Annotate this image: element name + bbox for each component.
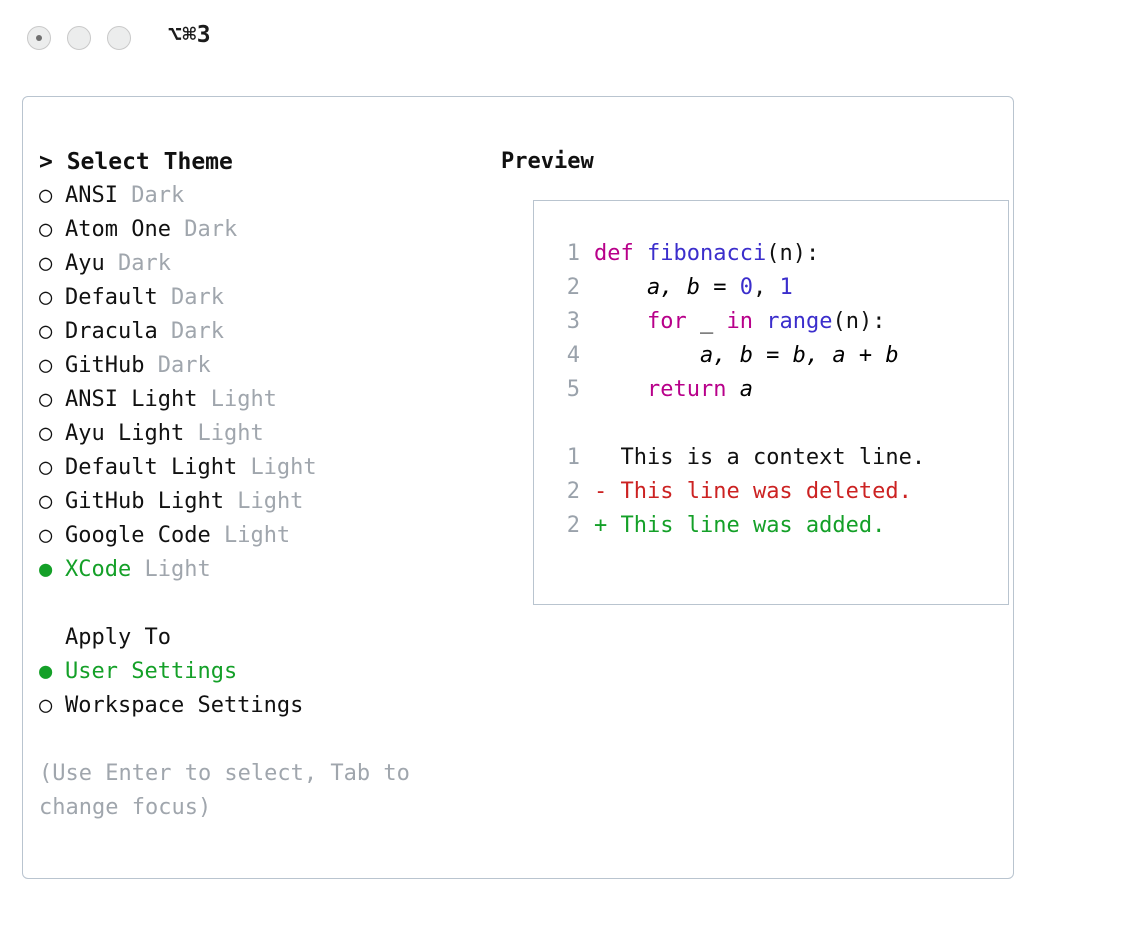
code-token bbox=[594, 377, 647, 402]
theme-selection-column bbox=[39, 145, 479, 825]
theme-variant: Light bbox=[197, 421, 264, 446]
code-token: _ bbox=[686, 309, 727, 334]
radio-unselected-icon[interactable]: ○ bbox=[39, 489, 53, 514]
line-number: 1 bbox=[566, 241, 580, 266]
theme-list[interactable] bbox=[39, 179, 479, 587]
line-number: 2 bbox=[566, 275, 580, 300]
theme-name: GitHub bbox=[65, 353, 145, 378]
theme-variant: Light bbox=[144, 557, 211, 582]
theme-list-item[interactable] bbox=[39, 179, 479, 213]
theme-variant: Light bbox=[223, 523, 291, 548]
theme-variant: Dark bbox=[118, 251, 171, 276]
diff-sign: + bbox=[594, 513, 608, 538]
select-theme-heading: > Select Theme bbox=[39, 149, 233, 175]
code-line bbox=[534, 305, 1008, 339]
theme-variant: Light bbox=[210, 387, 277, 412]
diff-text: This line was added. bbox=[607, 513, 886, 538]
preview-title: Preview bbox=[501, 149, 594, 174]
radio-unselected-icon[interactable]: ○ bbox=[39, 285, 53, 310]
radio-unselected-icon[interactable]: ○ bbox=[39, 421, 53, 446]
theme-name: Ayu bbox=[65, 251, 105, 276]
diff-line bbox=[534, 509, 1008, 543]
hint-spacer bbox=[39, 723, 479, 757]
code-token: a, b = b, a + b bbox=[594, 343, 899, 368]
main-panel bbox=[22, 96, 1014, 879]
theme-name: Atom One bbox=[65, 217, 171, 242]
radio-unselected-icon[interactable]: ○ bbox=[39, 183, 53, 208]
code-token: , bbox=[752, 275, 780, 300]
preview-box bbox=[533, 200, 1009, 605]
preview-column bbox=[501, 145, 1001, 538]
theme-list-item[interactable] bbox=[39, 315, 479, 349]
code-token: return bbox=[646, 377, 727, 402]
theme-list-item[interactable] bbox=[39, 485, 479, 519]
close-button[interactable] bbox=[27, 26, 51, 50]
code-token bbox=[753, 309, 766, 334]
radio-unselected-icon[interactable]: ○ bbox=[39, 387, 53, 412]
radio-unselected-icon[interactable]: ○ bbox=[39, 523, 53, 548]
theme-name: ANSI bbox=[65, 183, 118, 208]
theme-name: GitHub Light bbox=[65, 489, 224, 514]
code-line bbox=[534, 339, 1008, 373]
line-number: 4 bbox=[566, 343, 580, 368]
theme-name: Default Light bbox=[65, 455, 238, 480]
apply-to-item[interactable] bbox=[39, 655, 479, 689]
apply-to-label: Apply To bbox=[65, 625, 171, 650]
code-token: a bbox=[726, 377, 753, 402]
line-number: 1 bbox=[566, 445, 580, 470]
radio-unselected-icon[interactable]: ○ bbox=[39, 455, 53, 480]
theme-variant: Dark bbox=[131, 183, 185, 208]
theme-list-item[interactable] bbox=[39, 519, 479, 553]
theme-name: XCode bbox=[65, 557, 132, 582]
radio-selected-icon[interactable]: ● bbox=[39, 557, 53, 582]
theme-list-item[interactable] bbox=[39, 451, 479, 485]
code-token: (n): bbox=[832, 309, 886, 334]
diff-line bbox=[534, 441, 1008, 475]
apply-to-item[interactable] bbox=[39, 689, 479, 723]
code-token: in bbox=[726, 309, 753, 334]
maximize-button[interactable] bbox=[107, 26, 131, 50]
code-token: 1 bbox=[779, 275, 793, 300]
theme-variant: Light bbox=[250, 455, 317, 480]
apply-to-name: User Settings bbox=[65, 659, 238, 684]
apply-to-name: Workspace Settings bbox=[65, 693, 304, 718]
diff-text: This is a context line. bbox=[607, 445, 926, 470]
minimize-button[interactable] bbox=[67, 26, 91, 50]
code-token bbox=[594, 309, 647, 334]
theme-list-item[interactable] bbox=[39, 247, 479, 281]
code-diff-spacer bbox=[534, 407, 1008, 441]
radio-selected-icon[interactable]: ● bbox=[39, 659, 53, 684]
theme-list-item[interactable] bbox=[39, 553, 479, 587]
diff-line bbox=[534, 475, 1008, 509]
code-preview bbox=[534, 237, 1008, 407]
code-token: a, b = bbox=[594, 275, 740, 300]
diff-text: This line was deleted. bbox=[607, 479, 912, 504]
window-titlebar bbox=[0, 0, 1140, 78]
theme-list-item[interactable] bbox=[39, 417, 479, 451]
theme-variant: Dark bbox=[157, 353, 211, 378]
line-number: 3 bbox=[566, 309, 580, 334]
radio-unselected-icon[interactable]: ○ bbox=[39, 353, 53, 378]
diff-sign bbox=[594, 445, 607, 470]
code-line bbox=[534, 271, 1008, 305]
diff-preview bbox=[534, 441, 1008, 543]
theme-name: Ayu Light bbox=[65, 421, 185, 446]
theme-variant: Dark bbox=[184, 217, 238, 242]
line-number: 5 bbox=[566, 377, 580, 402]
code-token: for bbox=[646, 309, 687, 334]
code-line bbox=[534, 237, 1008, 271]
apply-to-list[interactable] bbox=[39, 655, 479, 723]
theme-variant: Dark bbox=[170, 319, 224, 344]
keyboard-hint: (Use Enter to select, Tab to change focus) bbox=[39, 761, 410, 820]
code-token: def bbox=[594, 241, 647, 266]
code-token: range bbox=[766, 309, 833, 334]
radio-unselected-icon[interactable]: ○ bbox=[39, 251, 53, 276]
theme-variant: Dark bbox=[170, 285, 224, 310]
line-number: 2 bbox=[566, 479, 580, 504]
radio-unselected-icon[interactable]: ○ bbox=[39, 693, 53, 718]
theme-variant: Light bbox=[237, 489, 304, 514]
code-line bbox=[534, 373, 1008, 407]
line-number: 2 bbox=[566, 513, 580, 538]
code-token: (n): bbox=[766, 241, 820, 266]
radio-unselected-icon[interactable]: ○ bbox=[39, 217, 53, 242]
list-spacer bbox=[39, 587, 479, 621]
theme-name: Default bbox=[65, 285, 158, 310]
theme-name: Dracula bbox=[65, 319, 158, 344]
code-token: fibonacci bbox=[646, 241, 767, 266]
theme-list-item[interactable] bbox=[39, 213, 479, 247]
keyboard-shortcut-label: ⌥⌘3 bbox=[168, 22, 212, 48]
theme-list-item[interactable] bbox=[39, 281, 479, 315]
code-token: 0 bbox=[739, 275, 753, 300]
theme-list-item[interactable] bbox=[39, 383, 479, 417]
theme-name: ANSI Light bbox=[65, 387, 198, 412]
theme-list-item[interactable] bbox=[39, 349, 479, 383]
theme-name: Google Code bbox=[65, 523, 211, 548]
diff-sign: - bbox=[594, 479, 608, 504]
radio-unselected-icon[interactable]: ○ bbox=[39, 319, 53, 344]
